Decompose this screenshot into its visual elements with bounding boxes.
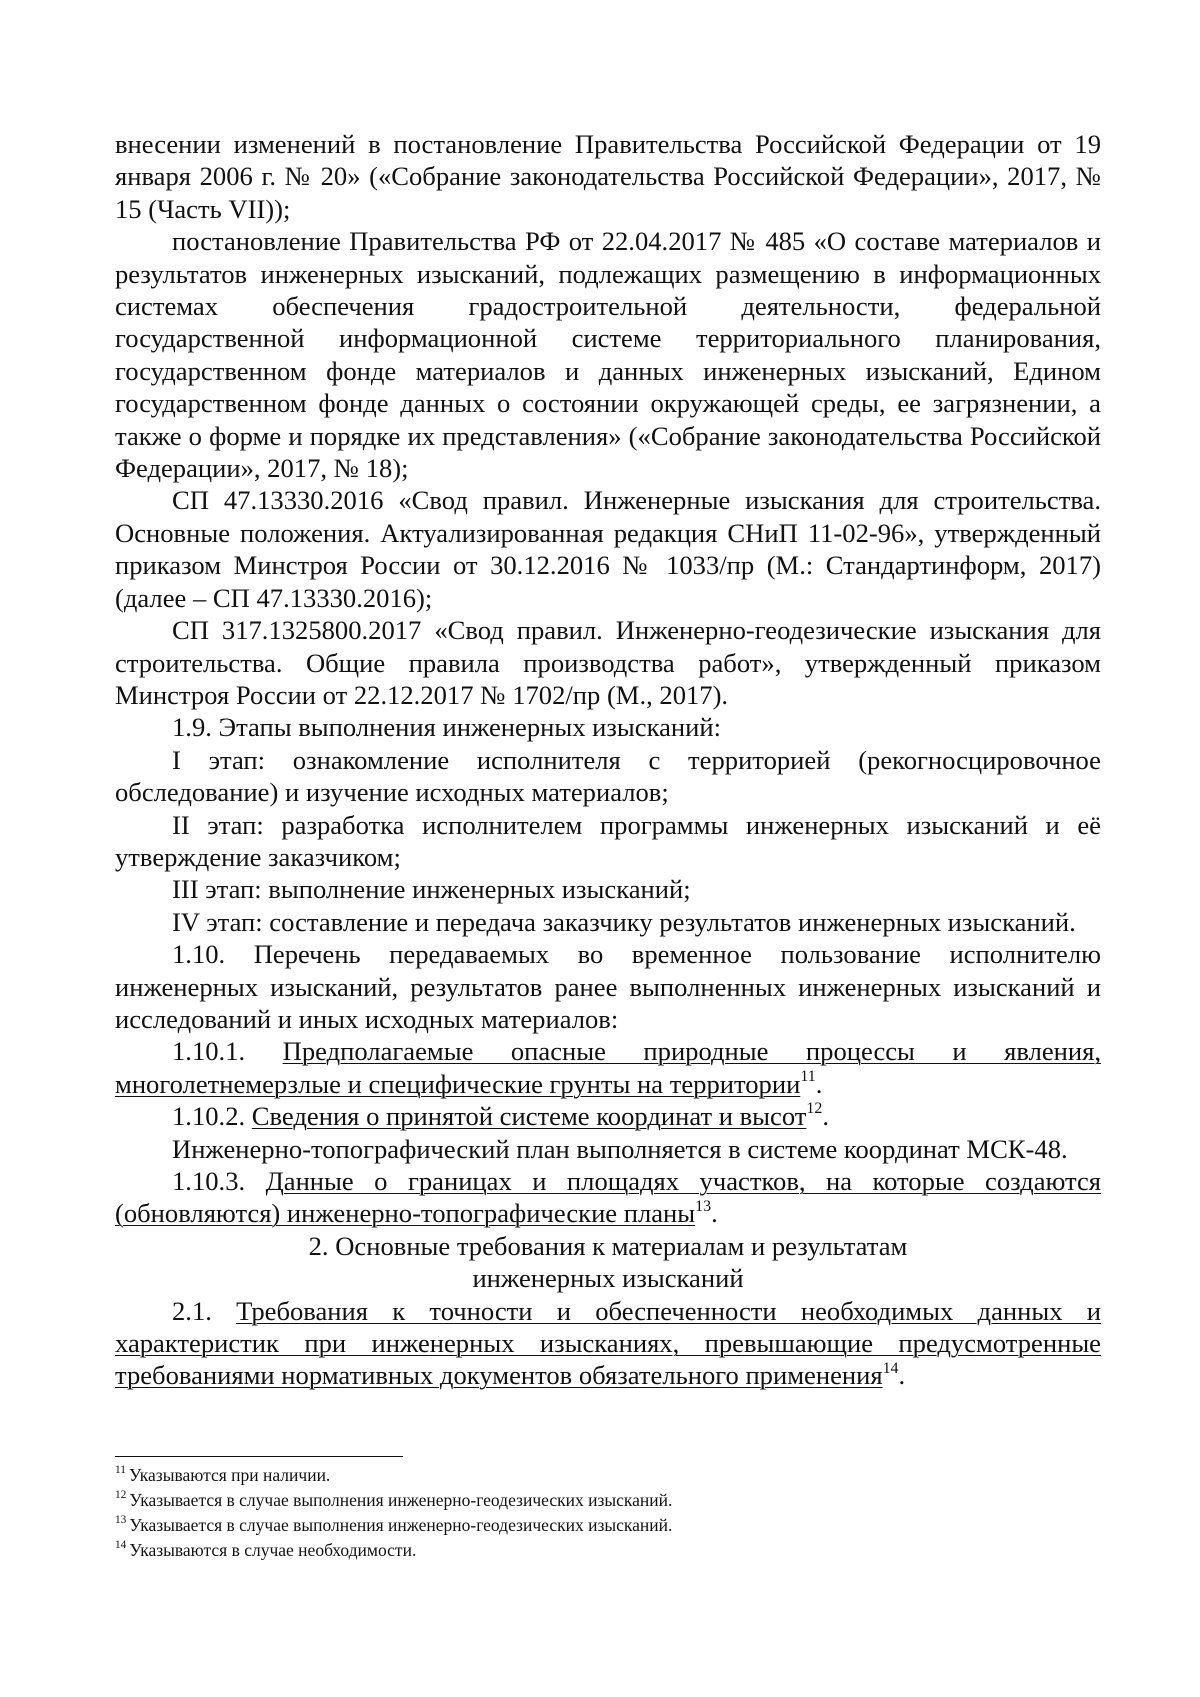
paragraph-1-10: 1.10. Перечень передаваемых во временное пользование исполнителю инженерных изысканий, результатов ранее выполненных инженерных изысканий и исследований и иных исходных материалов: — [115, 939, 1101, 1034]
footnote — [115, 1488, 1101, 1513]
item-number: 1.10.2. — [172, 1101, 246, 1132]
footnote-ref[interactable]: 11 — [800, 1067, 816, 1085]
paragraph-stage-3: III этап: выполнение инженерных изысканий; — [172, 874, 691, 905]
item-number: 2.1. — [172, 1295, 212, 1326]
item-tail: . — [822, 1101, 830, 1132]
item-1-10-2 — [115, 1100, 1101, 1132]
paragraph-stage-2: II этап: разработка исполнителем программы инженерных изысканий и её утверждение заказчиком; — [115, 809, 1101, 872]
paragraph-decree-485: постановление Правительства РФ от 22.04.2017 № 485 «О составе материалов и результатов инженерных изысканий, подлежащих размещению в информационных системах обеспечения градостроительной деятельности, федеральной государственной информационной системе территориального планирования, государственном фонде материалов и данных инженерных изысканий, Едином государственном фонде данных о состоянии окружающей среды, ее загрязнении, а также о форме и порядке их представления» («Собрание законодательства Российской Федерации», 2017, № 18); — [115, 226, 1101, 484]
footnote-text: Указываются в случае необходимости. — [129, 1540, 417, 1560]
document-body — [115, 128, 1101, 1392]
footnote-ref[interactable]: 13 — [695, 1197, 712, 1215]
footnote-number: 14 — [115, 1539, 127, 1552]
item-number: 1.10.3. — [172, 1166, 246, 1196]
item-1-10-1 — [115, 1035, 1101, 1100]
item-text: Предполагаемые опасные природные процессы и явления, многолетнемерзлые и специфические грунты на территории — [115, 1036, 1101, 1099]
paragraph-stage-1: I этап: ознакомление исполнителя с территорией (рекогносцировочное обследование) и изучение исходных материалов; — [115, 744, 1101, 808]
footnote-number: 11 — [115, 1464, 126, 1477]
footnotes — [115, 1463, 1101, 1563]
paragraph-sp-317: СП 317.1325800.2017 «Свод правил. Инженерно-геодезические изыскания для строительства. Общие правила производства работ», утвержденный приказом Минстроя России от 22.12.2017 № 1702/пр (М., 2017). — [115, 615, 1101, 710]
footnote-number: 13 — [115, 1514, 127, 1527]
paragraph-sp-47: СП 47.13330.2016 «Свод правил. Инженерные изыскания для строительства. Основные положения. Актуализированная редакция СНиП 11-02-96», утвержденный приказом Минстроя России от 30.12.2016 № 1033/пр (М.: Стандартинформ, 2017) (далее – СП 47.13330.2016); — [115, 485, 1101, 613]
item-tail: . — [815, 1068, 823, 1099]
item-1-10-3 — [115, 1165, 1101, 1230]
footnote-ref[interactable]: 12 — [806, 1100, 823, 1118]
footnote — [115, 1538, 1101, 1563]
section-2-heading-line2: инженерных изысканий — [472, 1263, 744, 1294]
item-text: Требования к точности и обеспеченности необходимых данных и характеристик при инженерных изысканиях, превышающие предусмотренные требованиями нормативных документов обязательного применения — [115, 1295, 1101, 1391]
item-tail: . — [711, 1198, 718, 1229]
footnote-text: Указывается в случае выполнения инженерно-геодезических изысканий. — [129, 1515, 673, 1535]
footnote-number: 12 — [115, 1489, 127, 1502]
paragraph-1-9-heading: 1.9. Этапы выполнения инженерных изысканий: — [172, 712, 721, 743]
item-number: 1.10.1. — [172, 1036, 246, 1067]
paragraph-stage-4: IV этап: составление и передача заказчику результатов инженерных изысканий. — [172, 906, 1076, 937]
footnote-ref[interactable]: 14 — [882, 1359, 899, 1377]
footnote-separator — [115, 1456, 403, 1457]
paragraph-plan-note: Инженерно-топографический план выполняется в системе координат МСК-48. — [172, 1133, 1068, 1164]
item-2-1 — [115, 1295, 1101, 1392]
item-text: Сведения о принятой системе координат и высот — [251, 1101, 807, 1132]
section-2-heading-line1: 2. Основные требования к материалам и результатам — [308, 1230, 908, 1261]
footnote — [115, 1463, 1101, 1488]
footnote — [115, 1513, 1101, 1538]
paragraph-decree-amendment: внесении изменений в постановление Правительства Российской Федерации от 19 января 2006 г. № 20» («Собрание законодательства Российской Федерации», 2017, № 15 (Часть VII)); — [115, 129, 1101, 224]
footnote-text: Указываются при наличии. — [128, 1465, 331, 1485]
item-text: Данные о границах и площадях участков, на которые создаются (обновляются) инженерно-топографические планы — [115, 1166, 1101, 1229]
footnote-text: Указывается в случае выполнения инженерно-геодезических изысканий. — [129, 1490, 673, 1510]
item-tail: . — [898, 1360, 906, 1391]
